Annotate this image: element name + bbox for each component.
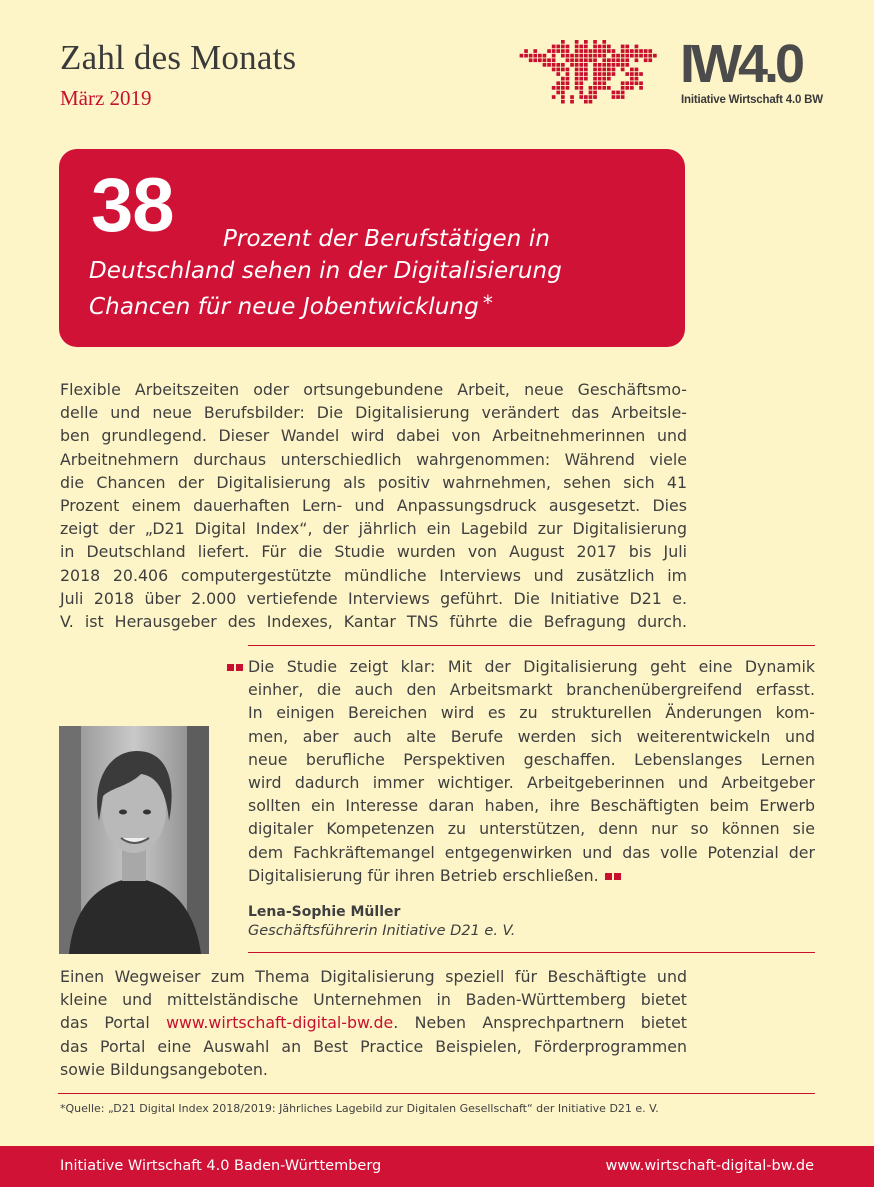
intro-line: Flexible Arbeitszeiten oder ortsungebundene Arbeit, neue Geschäftsmo- bbox=[60, 380, 687, 399]
quote-line: einher, die auch den Arbeitsmarkt branchenübergreifend erfasst. bbox=[248, 680, 815, 700]
intro-line: zeigt der „D21 Digital Index“, der jährlich ein Lagebild zur Digitalisierung bbox=[60, 519, 687, 539]
footnote-marker: * bbox=[482, 291, 493, 315]
outro-line-end: . Neben Ansprechpartnern bietet bbox=[393, 1013, 687, 1033]
quote-end-icon bbox=[605, 873, 622, 880]
divider bbox=[248, 645, 815, 646]
quote-line: men, aber auch alte Berufe werden sich weiterentwickeln und bbox=[248, 726, 815, 746]
quote-line: In einigen Bereichen wird es zu strukturellen Änderungen kom- bbox=[248, 703, 815, 723]
divider bbox=[58, 1093, 815, 1094]
outro-line: das Portal eine Auswahl an Best Practice Beispielen, Förderprogrammen bbox=[60, 1036, 687, 1056]
outro-line-start: das Portal bbox=[60, 1013, 167, 1033]
highlight-line-1: Prozent der Berufstätigen in bbox=[223, 226, 551, 252]
intro-line: die Chancen der Digitalisierung als positiv wahrnehmen, sehen sich 41 bbox=[60, 472, 687, 492]
outro-line: kleine und mittelständische Unternehmen in Baden-Württemberg bietet bbox=[60, 990, 687, 1010]
quote-line: dem Fachkräftemangel entgegenwirken und das volle Potenzial der bbox=[248, 842, 815, 862]
highlight-number: 38 bbox=[91, 163, 174, 248]
intro-line: Prozent einem dauerhaften Lern- und Anpassungsdruck ausgesetzt. Dies bbox=[60, 496, 687, 516]
logo-tagline: Initiative Wirtschaft 4.0 BW bbox=[681, 94, 823, 106]
intro-line: ben grundlegend. Dieser Wandel wird dabei von Arbeitnehmerinnen und bbox=[60, 426, 687, 446]
highlight-line-3 bbox=[89, 291, 493, 320]
outro-paragraph bbox=[60, 965, 687, 1081]
quote-line: digitaler Kompetenzen zu unterstützen, denn nur so können sie bbox=[248, 819, 815, 839]
source-footnote: *Quelle: „D21 Digital Index 2018/2019: Jährliches Lagebild zur Digitalen Gesellschaft“ der Initiative D21 e. V. bbox=[60, 1102, 659, 1115]
intro-paragraph bbox=[60, 378, 687, 633]
portal-link[interactable]: www.wirtschaft-digital-bw.de bbox=[166, 1013, 394, 1033]
page-subtitle: März 2019 bbox=[60, 86, 152, 110]
intro-line: Juli 2018 über 2.000 vertiefende Interviews geführt. Die Initiative D21 e. bbox=[60, 588, 687, 608]
portrait-photo bbox=[59, 726, 209, 954]
quote-author: Lena-Sophie Müller bbox=[248, 904, 401, 920]
outro-line bbox=[60, 1011, 687, 1034]
highlight-line-2: Deutschland sehen in der Digitalisierung bbox=[89, 258, 562, 284]
lion-pixel-icon bbox=[515, 40, 675, 110]
highlight-line-3-text: Chancen für neue Jobentwicklung bbox=[89, 294, 479, 320]
highlight-box bbox=[59, 149, 685, 347]
quote-line: Digitalisierung für ihren Betrieb erschließen. bbox=[248, 865, 599, 885]
intro-line: in Deutschland liefert. Für die Studie wurden von August 2017 bis Juli bbox=[60, 542, 687, 562]
quote-line-last bbox=[248, 864, 815, 887]
intro-line: V. ist Herausgeber des Indexes, Kantar TNS führte die Befragung durch. bbox=[60, 612, 687, 632]
intro-line: delle und neue Berufsbilder: Die Digitalisierung verändert das Arbeitsle- bbox=[60, 403, 687, 423]
quote-line: neue berufliche Perspektiven geschaffen. Lebenslanges Lernen bbox=[248, 749, 815, 769]
quote-line: sollten ein Interesse daran haben, ihre Beschäftigten beim Erwerb bbox=[248, 796, 815, 816]
logo[interactable] bbox=[515, 34, 823, 120]
page-title: Zahl des Monats bbox=[60, 38, 297, 77]
intro-line: Arbeitnehmern durchaus unterschiedlich wahrgenommen: Während viele bbox=[60, 449, 687, 469]
footer-url-link[interactable]: www.wirtschaft-digital-bw.de bbox=[605, 1158, 814, 1174]
quote-text bbox=[248, 655, 815, 887]
footer-bar bbox=[0, 1146, 874, 1187]
logo-mark: IW4.0 bbox=[680, 34, 802, 94]
quote-line: wird dadurch immer wichtiger. Arbeitgeberinnen und Arbeitgeber bbox=[248, 773, 815, 793]
divider bbox=[248, 952, 815, 953]
quote-line: Die Studie zeigt klar: Mit der Digitalisierung geht eine Dynamik bbox=[248, 657, 815, 676]
outro-line: sowie Bildungsangeboten. bbox=[60, 1059, 268, 1079]
outro-line: Einen Wegweiser zum Thema Digitalisierung speziell für Beschäftigte und bbox=[60, 967, 687, 986]
quote-author-role: Geschäftsführerin Initiative D21 e. V. bbox=[248, 923, 516, 939]
footer-organization: Initiative Wirtschaft 4.0 Baden-Württemberg bbox=[60, 1158, 382, 1174]
intro-line: 2018 20.406 computergestützte mündliche Interviews und zusätzlich im bbox=[60, 565, 687, 585]
quote-start-icon bbox=[227, 664, 244, 671]
